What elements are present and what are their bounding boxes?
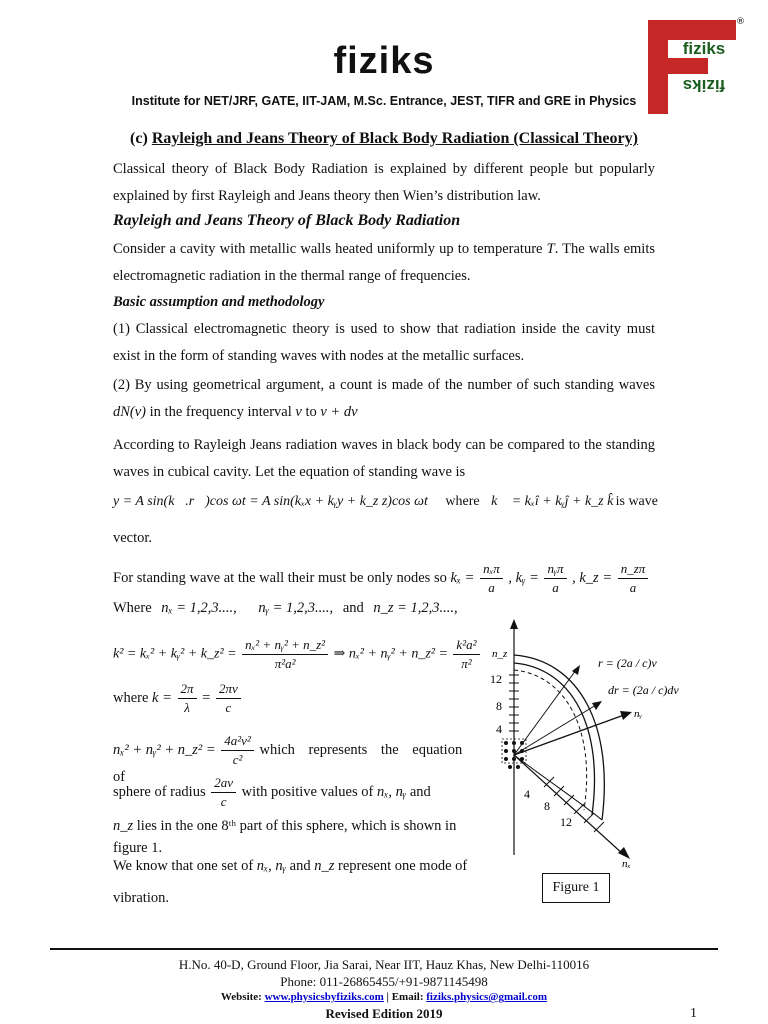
intro-paragraph: Classical theory of Black Body Radiation is explained by different people but popularly explained by first Rayleigh and Jeans theory then Wien’s distribution law. <box>113 161 655 204</box>
nx-axis-label: nₓ <box>622 858 631 870</box>
k2-lhs: k² = kₓ² + kᵧ² + k_z² = <box>113 646 237 662</box>
footer-divider <box>50 948 718 950</box>
k2-frac1-num: nₓ² + nᵧ² + n_z² <box>242 636 328 655</box>
logo-text: fiziks <box>682 39 726 58</box>
k-def-f2-num: 2πν <box>216 680 241 699</box>
mode-vars: nₓ, nᵧ <box>256 858 287 874</box>
k-squared-equation <box>113 636 482 673</box>
registered-mark: ® <box>736 17 745 27</box>
figure-1-diagram <box>484 615 694 870</box>
k2-frac2-num: k²a² <box>453 636 479 655</box>
section-prefix: (c) <box>130 130 148 147</box>
sphere-radius-num: 2aν <box>211 774 236 793</box>
sphere-radius-line <box>113 774 481 811</box>
k-def-f2-den: c <box>225 700 232 715</box>
sphere-radius-text-a: sphere of radius <box>113 783 206 800</box>
kx-numerator: nₓπ <box>480 560 503 579</box>
k-def-eq: = <box>202 689 211 706</box>
octant-nz: n_z <box>113 818 134 834</box>
email-label: | Email: <box>386 991 424 1003</box>
k-def-k: k = <box>152 689 172 706</box>
email-link[interactable]: fiziks.physics@gmail.com <box>426 991 548 1003</box>
ky-label: , kᵧ = <box>508 569 539 586</box>
kz-denominator: a <box>629 580 637 595</box>
figure-1-caption: Figure 1 <box>542 873 610 903</box>
sphere-radius-and: and <box>409 783 431 800</box>
brand-tagline: Institute for NET/JRF, GATE, IIT-JAM, M.Sc. Entrance, JEST, TIFR and GRE in Physics <box>131 94 637 108</box>
logo-text-mirror: fiziks <box>682 76 726 95</box>
sphere-eq-text: which represents the equation of <box>113 741 463 785</box>
mode-text-a: We know that one set of <box>113 858 254 874</box>
footer-contact <box>0 991 768 1003</box>
page-number: 1 <box>690 1006 697 1021</box>
k-def-where: where <box>113 689 149 706</box>
sphere-radius-vars: nₓ, nᵧ <box>376 783 407 800</box>
standing-text: For standing wave at the wall their must be only nodes so <box>113 569 447 586</box>
mode-nz: n_z <box>314 858 335 874</box>
k-def-f1-num: 2π <box>178 680 197 699</box>
fiziks-logo <box>644 16 744 116</box>
z-tick-4: 4 <box>496 722 502 736</box>
sphere-radius-text-b: with positive values of <box>241 783 374 800</box>
and-word: and <box>342 600 364 616</box>
footer-edition: Revised Edition 2019 <box>325 1006 443 1021</box>
k2-frac2-den: π² <box>461 656 472 671</box>
octant-text-a: lies in the one <box>136 818 218 834</box>
where-word: Where <box>113 600 152 616</box>
octant-line <box>113 818 481 835</box>
nu-symbol: ν <box>295 404 302 420</box>
wave-equation-lhs: y = A sin(k⃗.r⃗)cos ωt = A sin(kₓx + kᵧy + k_z z)cos ωt <box>113 494 428 509</box>
nx-values: nₓ = 1,2,3...., <box>161 600 237 616</box>
vibration-word: vibration. <box>113 890 169 906</box>
kz-label: , k_z = <box>572 569 613 586</box>
nx-axis <box>514 755 624 855</box>
where-n-values <box>113 600 458 617</box>
point-2-text-b: in the frequency interval <box>149 404 292 420</box>
brand-title: fiziks <box>333 40 435 82</box>
k-vector: k⃗ = kₓî + kᵧĵ + k_z k̂ <box>491 494 614 509</box>
x-tick-4: 4 <box>524 787 530 801</box>
wave-eq-where: where <box>445 494 480 509</box>
point-2-to: to <box>305 404 317 420</box>
point-1: (1) Classical electromagnetic theory is used to show that radiation inside the cavity must exist in the form of standing waves with nodes at the metallic surfaces. <box>113 321 655 364</box>
cavity-text-b: . The walls emits electromagnetic radiation in the thermal range of frequencies. <box>113 241 656 284</box>
sphere-eq-num: 4a²ν² <box>221 732 254 751</box>
section-title <box>0 130 768 148</box>
kx-label: kₓ = <box>450 569 475 586</box>
x-tick-12: 12 <box>560 815 572 829</box>
assumption-heading: Basic assumption and methodology <box>113 294 325 310</box>
kz-numerator: n_zπ <box>618 560 649 579</box>
kx-denominator: a <box>488 580 495 595</box>
ny-axis-label: nᵧ <box>634 708 643 720</box>
k2-mid: ⇒ nₓ² + nᵧ² + n_z² = <box>333 646 448 662</box>
logo-f-shape <box>648 20 736 114</box>
standing-wave-condition <box>113 560 650 597</box>
website-link[interactable]: www.physicsbyfiziks.com <box>264 991 384 1003</box>
octant-eighth: 8ᵗʰ <box>221 818 237 834</box>
k-def-f1-den: λ <box>184 700 190 715</box>
wave-eq-is-wave: is wave <box>615 494 658 509</box>
ky-denominator: a <box>552 580 559 595</box>
ny-values: nᵧ = 1,2,3...., <box>258 600 334 616</box>
temperature-symbol: T <box>546 241 555 257</box>
nu-dnu-symbol: ν + dν <box>320 404 358 420</box>
cavity-text-a: Consider a cavity with metallic walls heated uniformly up to temperature <box>113 241 543 257</box>
ny-axis-arrow <box>620 711 632 720</box>
sphere-radius-den: c <box>220 794 227 809</box>
k-definition <box>113 680 243 717</box>
mode-line <box>113 858 481 875</box>
website-label: Website: <box>220 991 262 1003</box>
nz-axis-label: n_z <box>492 648 508 660</box>
nz-axis-arrow <box>510 619 518 629</box>
ky-numerator: nᵧπ <box>544 560 566 579</box>
sphere-eq-den: c² <box>232 752 243 767</box>
k2-frac1-den: π²a² <box>274 656 296 671</box>
sphere-eq-lhs: nₓ² + nᵧ² + n_z² = <box>113 741 216 758</box>
standing-wave-equation <box>113 494 658 510</box>
x-tick-8: 8 <box>544 799 550 813</box>
nz-values: n_z = 1,2,3...., <box>373 600 458 616</box>
z-tick-12: 12 <box>490 672 502 686</box>
point-2-text-a: (2) By using geometrical argument, a count is made of the number of such standing waves <box>113 377 655 393</box>
r-label: r = (2a / c)ν <box>598 656 657 670</box>
rayleigh-jeans-paragraph: According to Rayleigh Jeans radiation waves in black body can be compared to the standing waves in cubical cavity. Let the equation of standing wave is <box>113 437 655 480</box>
vector-word: vector. <box>113 530 153 546</box>
octant-text-b: part of this sphere, which is shown in <box>239 818 457 834</box>
point-2 <box>113 372 655 426</box>
section-title-text: Rayleigh and Jeans Theory of Black Body Radiation (Classical Theory) <box>151 130 638 147</box>
figure-reference: figure 1. <box>113 840 163 856</box>
subheading-rayleigh-jeans: Rayleigh and Jeans Theory of Black Body Radiation <box>113 212 461 229</box>
footer-address: H.No. 40-D, Ground Floor, Jia Sarai, Near IIT, Hauz Khas, New Delhi-110016 <box>178 957 590 972</box>
mode-text-b: represent one mode of <box>337 858 468 874</box>
dr-label: dr = (2a / c)dν <box>608 683 679 697</box>
dn-symbol: dN(ν) <box>113 404 147 420</box>
footer-phone: Phone: 011-26865455/+91-9871145498 <box>280 974 488 989</box>
cavity-paragraph <box>113 236 655 290</box>
mode-and: and <box>289 858 311 874</box>
z-tick-8: 8 <box>496 699 502 713</box>
